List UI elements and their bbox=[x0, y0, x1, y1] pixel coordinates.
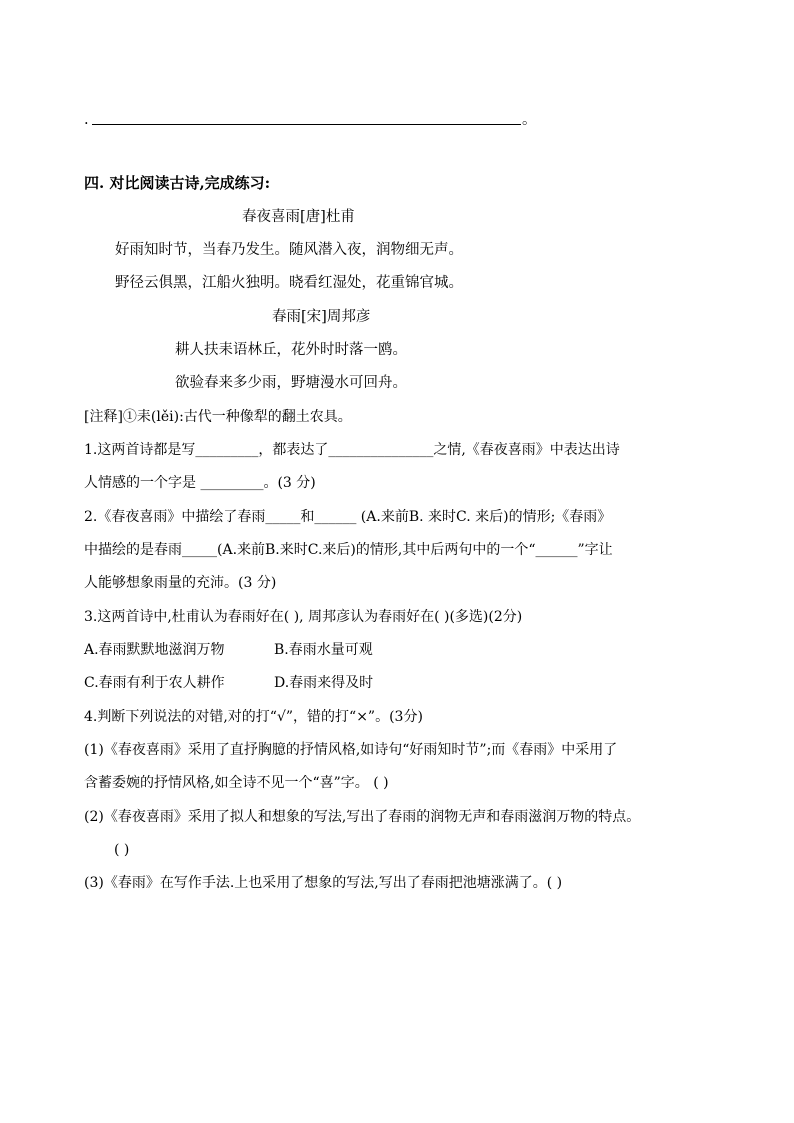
question-3-option-c: C.春雨有利于农人耕作 bbox=[84, 675, 225, 691]
question-1-line2: 人情感的一个字是 _________。(3 分) bbox=[84, 475, 316, 491]
question-3-option-a: A.春雨默默地滋润万物 bbox=[84, 642, 225, 658]
poem2-line1: 耕人扶耒语林丘，花外时时落一鸥。 bbox=[175, 342, 407, 358]
question-4-statement-1-line1: (1)《春夜喜雨》采用了直抒胸臆的抒情风格,如诗句“好雨知时节”;而《春雨》中采用了 bbox=[84, 742, 618, 758]
question-1-line1: 1.这两首诗都是写_________，都表达了_______________之情,《春夜喜雨》中表达出诗 bbox=[84, 442, 620, 458]
question-4-intro: 4.判断下列说法的对错,对的打“√”，错的打“×”。(3分) bbox=[84, 709, 423, 725]
annotation-note: [注释]①耒(lěi):古代一种像犁的翻土农具。 bbox=[84, 409, 352, 425]
poem2-line2: 欲验春来多少雨，野塘漫水可回舟。 bbox=[175, 375, 407, 391]
poem1-line1: 好雨知时节，当春乃发生。随风潜入夜，润物细无声。 bbox=[115, 242, 463, 258]
question-2-line2: 中描绘的是春雨_____(A.来前B.来时C.来后)的情形,其中后两句中的一个“______”字让 bbox=[84, 542, 613, 558]
section-title: 四. 对比阅读古诗,完成练习: bbox=[84, 174, 271, 192]
question-4-statement-2-line2: ( ) bbox=[114, 842, 130, 858]
answer-blank-line bbox=[92, 124, 521, 125]
poem2-title: 春雨[宋]周邦彦 bbox=[272, 309, 371, 325]
poem1-title: 春夜喜雨[唐]杜甫 bbox=[242, 209, 355, 225]
question-3-line1: 3.这两首诗中,杜甫认为春雨好在( ), 周邦彦认为春雨好在( )(多选)(2分) bbox=[84, 609, 523, 625]
question-4-statement-3-line1: (3)《春雨》在写作手法.上也采用了想象的写法,写出了春雨把池塘涨满了。( ) bbox=[84, 875, 563, 891]
poem1-line2: 野径云俱黑，江船火独明。晓看红湿处，花重锦官城。 bbox=[115, 275, 463, 291]
question-4-statement-2-line1: (2)《春夜喜雨》采用了拟人和想象的写法,写出了春雨的润物无声和春雨滋润万物的特点。 bbox=[84, 809, 641, 825]
question-2-line3: 人能够想象雨量的充沛。(3 分) bbox=[84, 575, 277, 591]
question-4-statement-1-line2: 含蓄委婉的抒情风格,如全诗不见一个“喜”字。 ( ) bbox=[84, 775, 389, 791]
question-3-option-b: B.春雨水量可观 bbox=[274, 642, 373, 658]
sentence-end-mark: 。 bbox=[522, 112, 537, 128]
question-2-line1: 2.《春夜喜雨》中描绘了春雨_____和______ (A.来前B. 来时C. 来后)的情形;《春雨》 bbox=[84, 509, 612, 525]
question-3-option-d: D.春雨来得及时 bbox=[274, 675, 374, 691]
leading-dot: . bbox=[84, 112, 89, 128]
